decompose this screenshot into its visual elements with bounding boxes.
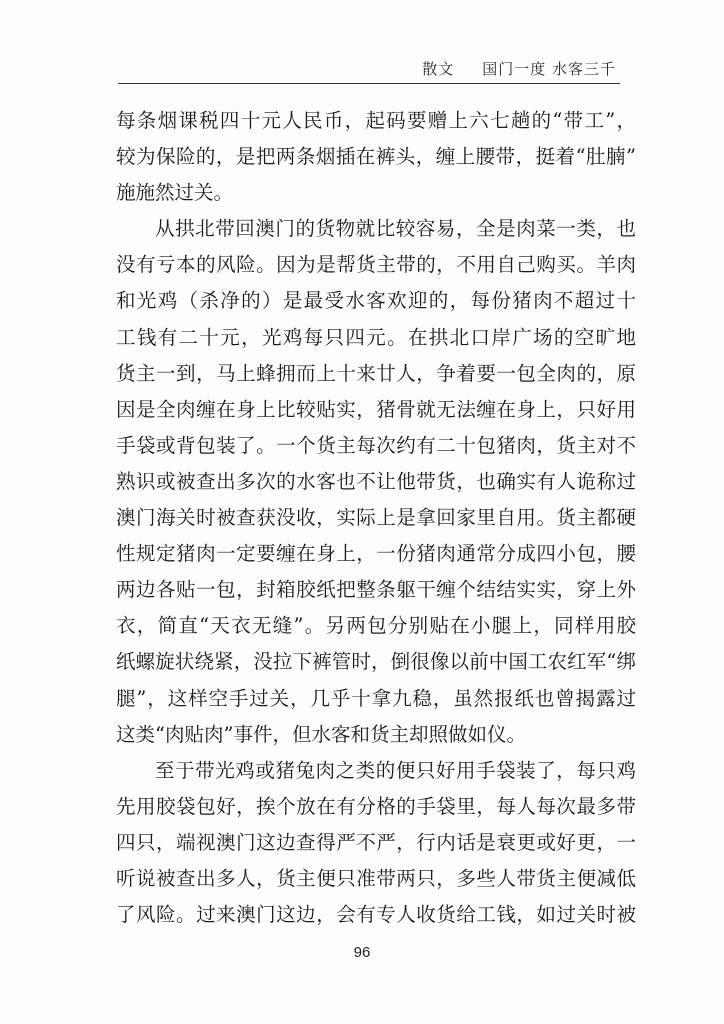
text-line: 工钱有二十元，光鸡每只四元。在拱北口岸广场的空旷地 xyxy=(116,325,636,349)
running-head-section: 散文 xyxy=(422,60,455,78)
text-line: 听说被查出多人，货主便只准带两只，多些人带货主便减低 xyxy=(116,866,636,890)
text-line: 性规定猪肉一定要缠在身上，一份猪肉通常分成四小包，腰 xyxy=(116,542,636,566)
text-line: 货主一到，马上蜂拥而上十来廿人，争着要一包全肉的，原 xyxy=(116,361,636,385)
page-number: 96 xyxy=(353,944,371,961)
running-head-title: 国门一度 水客三千 xyxy=(482,60,616,78)
body-text xyxy=(116,103,636,933)
text-line: 了风险。过来澳门这边，会有专人收货给工钱，如过关时被 xyxy=(116,903,636,927)
text-line: 衣，简直“天衣无缝”。另两包分别贴在小腿上，同样用胶 xyxy=(116,614,636,638)
running-head xyxy=(422,58,616,79)
text-line: 这类“肉贴肉”事件，但水客和货主却照做如仪。 xyxy=(116,722,526,746)
text-line: 手袋或背包装了。一个货主每次约有二十包猪肉，货主对不 xyxy=(116,433,636,457)
header-rule xyxy=(118,83,620,84)
text-line: 纸螺旋状绕紧，没拉下裤管时，倒很像以前中国工农红军“绑 xyxy=(116,650,636,674)
text-line: 和光鸡（杀净的）是最受水客欢迎的，每份猪肉不超过十 xyxy=(116,289,636,313)
text-line: 施施然过关。 xyxy=(116,181,234,205)
text-line: 从拱北带回澳门的货物就比较容易，全是肉菜一类，也 xyxy=(155,217,636,241)
text-line: 每条烟课税四十元人民币，起码要赠上六七趟的“带工”， xyxy=(116,109,636,132)
text-line: 至于带光鸡或猪兔肉之类的便只好用手袋装了，每只鸡 xyxy=(155,758,636,782)
text-line: 因是全肉缠在身上比较贴实，猪骨就无法缠在身上，只好用 xyxy=(116,397,636,421)
text-line: 先用胶袋包好，挨个放在有分格的手袋里，每人每次最多带 xyxy=(116,794,636,818)
text-line: 四只，端视澳门这边查得严不严，行内话是衰更或好更，一 xyxy=(116,830,636,854)
text-line: 较为保险的，是把两条烟插在裤头，缠上腰带，挺着“肚腩” xyxy=(116,145,636,169)
text-line: 没有亏本的风险。因为是帮货主带的，不用自己购买。羊肉 xyxy=(116,253,636,277)
text-line: 澳门海关时被查获没收，实际上是拿回家里自用。货主都硬 xyxy=(116,506,636,530)
text-line: 腿”，这样空手过关，几乎十拿九稳，虽然报纸也曾揭露过 xyxy=(116,686,636,710)
text-line: 熟识或被查出多次的水客也不让他带货，也确实有人诡称过 xyxy=(116,469,636,493)
text-line: 两边各贴一包，封箱胶纸把整条躯干缠个结结实实，穿上外 xyxy=(116,578,636,602)
